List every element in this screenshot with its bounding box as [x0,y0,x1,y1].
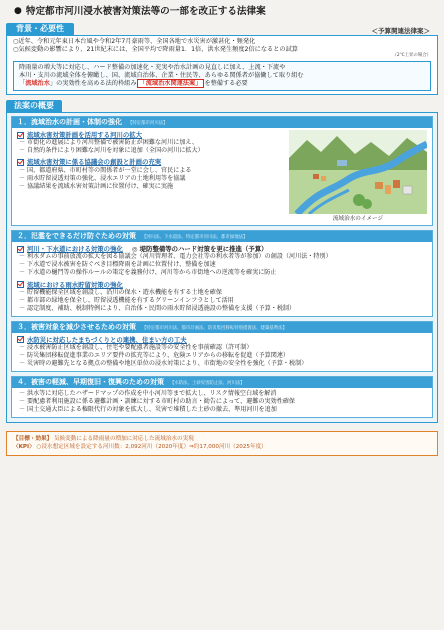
item-heading: 流域における雨水貯留対策の強化 [17,281,427,289]
background-box [6,35,438,95]
policy-line: 降雨量の増大等に対応し、ハード整備の加速化・充実や治水計画の見直しに加え、上流・下流や [19,63,286,71]
item-extra: ◎ 堤防整備等のハード対策を更に推進（予算） [131,245,268,254]
ryuiki-chisui-emphasis: 流域治水 [25,79,50,87]
goals-box [6,431,438,456]
item-heading: 河川・下水道における対策の強化 ◎ 堤防整備等のハード対策を更に推進（予算） [17,245,427,253]
bullet-line: － 国土交通大臣による権限代行の対象を拡大し、災害で堆積した土砂の撤去、準用河川を追加 [17,406,427,414]
checkbox-icon [17,281,24,288]
title-text: 特定都市河川浸水被害対策法等の一部を改正する法律案 [25,5,266,17]
checkbox-icon [17,159,24,166]
background-note: （2℃上昇の場合） [392,53,431,59]
policy-line: 本川・支川の流域全体を俯瞰し、国、流域自治体、企業・住民等、あらゆる関係者が協働して取り組む [19,71,304,79]
bullet-line: － 洪水等に対応したハザードマップの作成を中小河川等まで拡大し、リスク情報空白域を解消 [17,390,427,398]
bullet-line: － 協議結果を流域水害対策計画に位置付け、確実に実施 [17,183,279,191]
section-2 [11,230,433,317]
checkbox-icon [17,132,24,139]
bullet-line: － 下水道で浸水被害を防ぐべき目標降雨を計画に位置付け、整備を加速 [17,261,427,269]
bullet-line: － 都市部の緑地を保全し、貯留浸透機能を有するグリーンインフラとして活用 [17,297,427,305]
background-policy-box [13,61,431,91]
background-line: ○気候変動の影響により、21世紀末には、全国平均で降雨量1．1倍、洪水発生頻度2倍になるとの試算 [13,46,298,54]
river-basin-illustration [289,130,427,214]
goal-line: 【目標・効果】 気候変動による降雨量の増加に対応した流域治水の実現 [13,436,194,443]
bullet-line: － 下水道の樋門等の操作ルールの策定を義務付け、河川等から市街地への逆流等を確実に防止 [17,269,427,277]
document-page [6,4,438,456]
section-3 [11,321,433,372]
item-heading: 流域水害対策計画を活用する河川の拡大 [17,131,279,139]
section-1 [11,116,433,226]
summary-box [6,112,438,423]
kpi-line: 〈KPI〉 ○浸水想定区域を設定する河川数：2,092河川（2020年度）⇒約17,000河川（2025年度） [13,444,267,451]
bullet-dot-icon: ● [14,6,22,17]
bullet-line: － 貯留機能保全区域を創設し、沿川の保水・遊水機能を有する土地を確保 [17,289,427,297]
bullet-line: － 市街化の進展により河川整備で被害防止が困難な河川に加え、 [17,139,279,147]
section-heading: ２．氾濫をできるだけ防ぐための対策 【河川法、下水道法、特定都市河川法、都市緑地法】 [12,231,432,242]
section-law-ref: 【河川法、下水道法、特定都市河川法、都市緑地法】 [142,235,248,241]
section-law-ref: 【特定都市河川法】 [128,121,168,127]
bullet-line: － 雨水貯留浸透対策の強化、浸水エリアの土地利用等を協議 [17,175,279,183]
law-package-box: 「流域治水関連法案」 [137,79,205,88]
document-title [6,4,438,20]
section-heading: ３．被害対象を減少させるための対策 【特定都市河川法、都市計画法、防災集団移転特別措置法、建築基準法】 [12,322,432,333]
bullet-line: － 浸水被害防止区域を創設し、住宅や要配慮者施設等の安全性を事前確認（許可制） [17,344,427,352]
item-heading: 水防災に対応したまちづくりとの連携、住まい方の工夫 [17,336,427,344]
bullet-line: － 国、都道府県、市町村等の関係者が一堂に会し、官民による [17,167,279,175]
policy-line-last: 「流域治水」の実効性を高める法的枠組み 「流域治水関連法案」 を整備する必要 [19,79,248,87]
bullet-line: － 災害時の避難先となる拠点の整備や地区単位の浸水対策により、市街地の安全性を強化（予算・税制） [17,360,427,368]
section-heading: ４．被害の軽減、早期復旧・復興のための対策 【水防法、土砂災害防止法、河川法】 [12,377,432,388]
bullet-line: － 認定制度、補助、税制特例により、自治体・民間の雨水貯留浸透施設の整備を支援（予算・税制） [17,305,427,313]
summary-label: 法案の概要 [6,100,62,112]
bullet-line: － 利水ダムの事前放流の拡大を図る協議会（河川管理者、電力会社等の利水者等が参加）の創設（河川法・特別） [17,253,427,261]
section-heading: １．流域治水の計画・体制の強化 【特定都市河川法】 [12,117,432,128]
section-law-ref: 【特定都市河川法、都市計画法、防災集団移転特別措置法、建築基準法】 [142,325,287,331]
bullet-line: － 防災集団移転促進事業のエリア要件の拡充等により、危険エリアからの移転を促進（予算関連） [17,352,427,360]
bullet-line: － 要配慮者利用施設に係る避難計画・訓練に対する市町村の助言・勧告によって、避難の実効性確保 [17,398,427,406]
image-caption: 流域治水のイメージ [332,216,384,223]
checkbox-icon [17,246,24,253]
budget-tag: ＜予算関連法律案＞ [371,26,430,35]
background-label: 背景・必要性 [6,23,74,35]
bullet-line: － 自然的条件により困難な河川を対象に追加（全国の河川に拡大） [17,147,279,155]
section-law-ref: 【水防法、土砂災害防止法、河川法】 [170,381,245,387]
background-line: ○近年、令和元年東日本台風や令和2年7月豪雨等、全国各地で水災害が激甚化・頻発化 [13,38,256,45]
section-4 [11,376,433,418]
checkbox-icon [17,336,24,343]
background-header [6,21,438,35]
item-heading: 流域水害対策に係る協議会の創設と計画の充実 [17,158,279,166]
